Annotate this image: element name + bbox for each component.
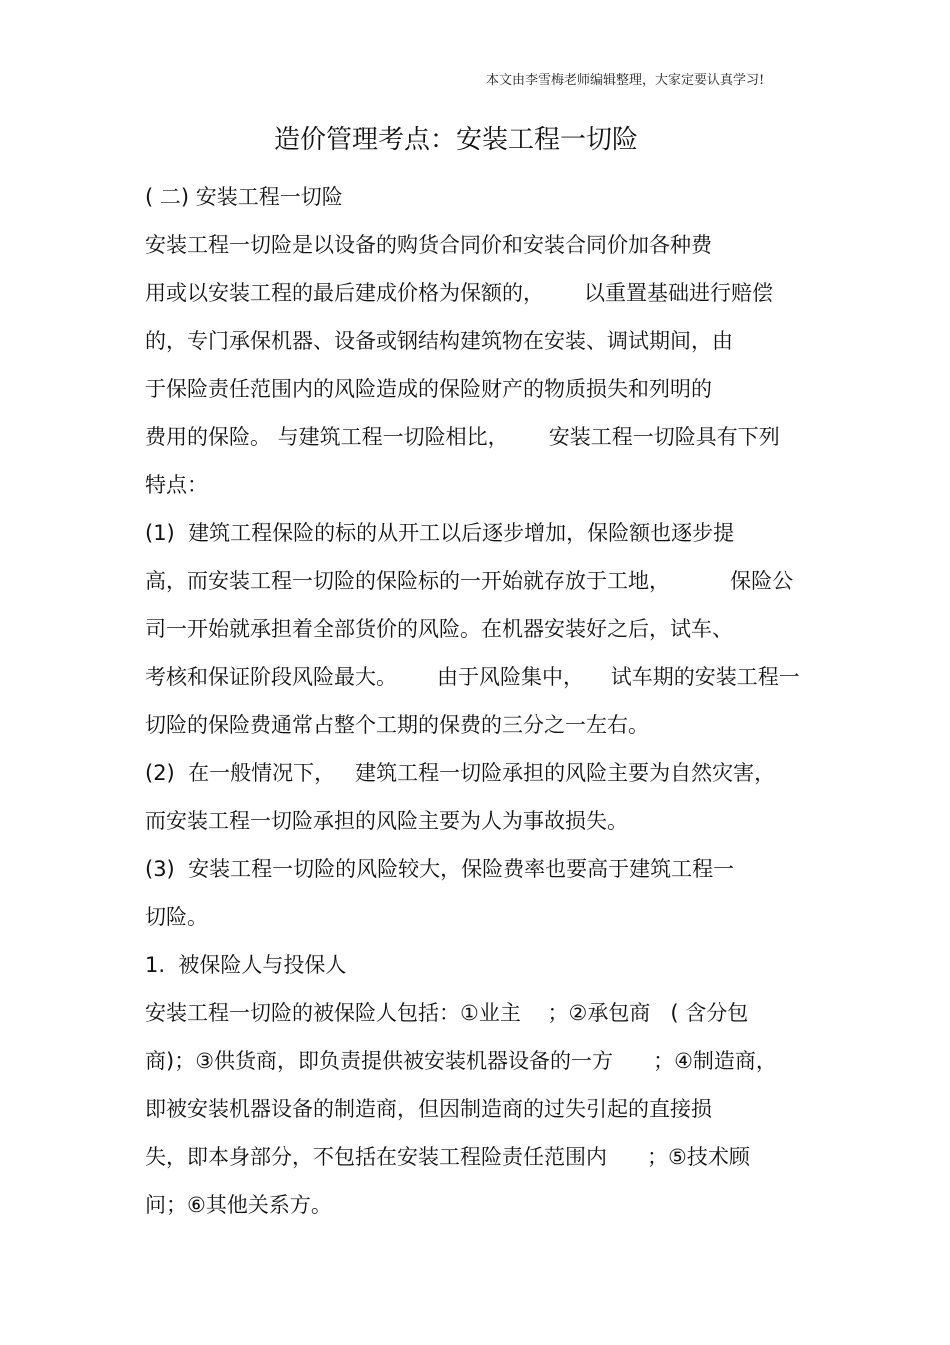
paragraph-line: 商)；③供货商，即负责提供被安装机器设备的一方 ；④制造商， — [145, 1049, 777, 1073]
paragraph-line: 而安装工程一切险承担的风险主要为人为事故损失。 — [145, 809, 628, 833]
paragraph-line: 费用的保险。 与建筑工程一切险相比， 安装工程一切险具有下列 — [145, 425, 780, 449]
numbered-item-line: (2) 在一般情况下， 建筑工程一切险承担的风险主要为自然灾害， — [145, 761, 776, 785]
paragraph-line: 的，专门承保机器、设备或钢结构建筑物在安装、调试期间，由 — [145, 329, 733, 353]
paragraph-line: 用或以安装工程的最后建成价格为保额的， 以重置基础进行赔偿 — [145, 281, 774, 305]
header-note: 本文由李雪梅老师编辑整理，大家定要认真学习! — [486, 73, 765, 88]
paragraph-line: 安装工程一切险是以设备的购货合同价和安装合同价加各种费 — [145, 233, 712, 257]
paragraph-line: 特点： — [145, 473, 208, 497]
numbered-item-line: (1) 建筑工程保险的标的从开工以后逐步增加，保险额也逐步提 — [145, 521, 735, 545]
paragraph-line: 失，即本身部分，不包括在安装工程险责任范围内 ；⑤技术顾 — [145, 1145, 750, 1169]
page-title: 造价管理考点：安装工程一切险 — [274, 125, 639, 155]
numbered-item-line: (3) 安装工程一切险的风险较大，保险费率也要高于建筑工程一 — [145, 857, 735, 881]
paragraph-line: 安装工程一切险的被保险人包括：①业主 ；②承包商 ( 含分包 — [145, 1001, 749, 1025]
paragraph-line: 司一开始就承担着全部货价的风险。在机器安装好之后，试车、 — [145, 617, 733, 641]
paragraph-line: 切险。 — [145, 905, 208, 929]
paragraph-line: 于保险责任范围内的风险造成的保险财产的物质损失和列明的 — [145, 377, 712, 401]
paragraph-line: 切险的保险费通常占整个工期的保费的三分之一左右。 — [145, 713, 649, 737]
section-heading: ( 二) 安装工程一切险 — [145, 185, 343, 209]
paragraph-line: 高，而安装工程一切险的保险标的一开始就存放于工地， 保险公 — [145, 569, 794, 593]
subsection-heading: 1. 被保险人与投保人 — [145, 953, 347, 977]
paragraph-line: 问；⑥其他关系方。 — [145, 1193, 332, 1217]
paragraph-line: 考核和保证阶段风险最大。 由于风险集中， 试车期的安装工程一 — [145, 665, 800, 689]
paragraph-line: 即被安装机器设备的制造商，但因制造商的过失引起的直接损 — [145, 1097, 712, 1121]
